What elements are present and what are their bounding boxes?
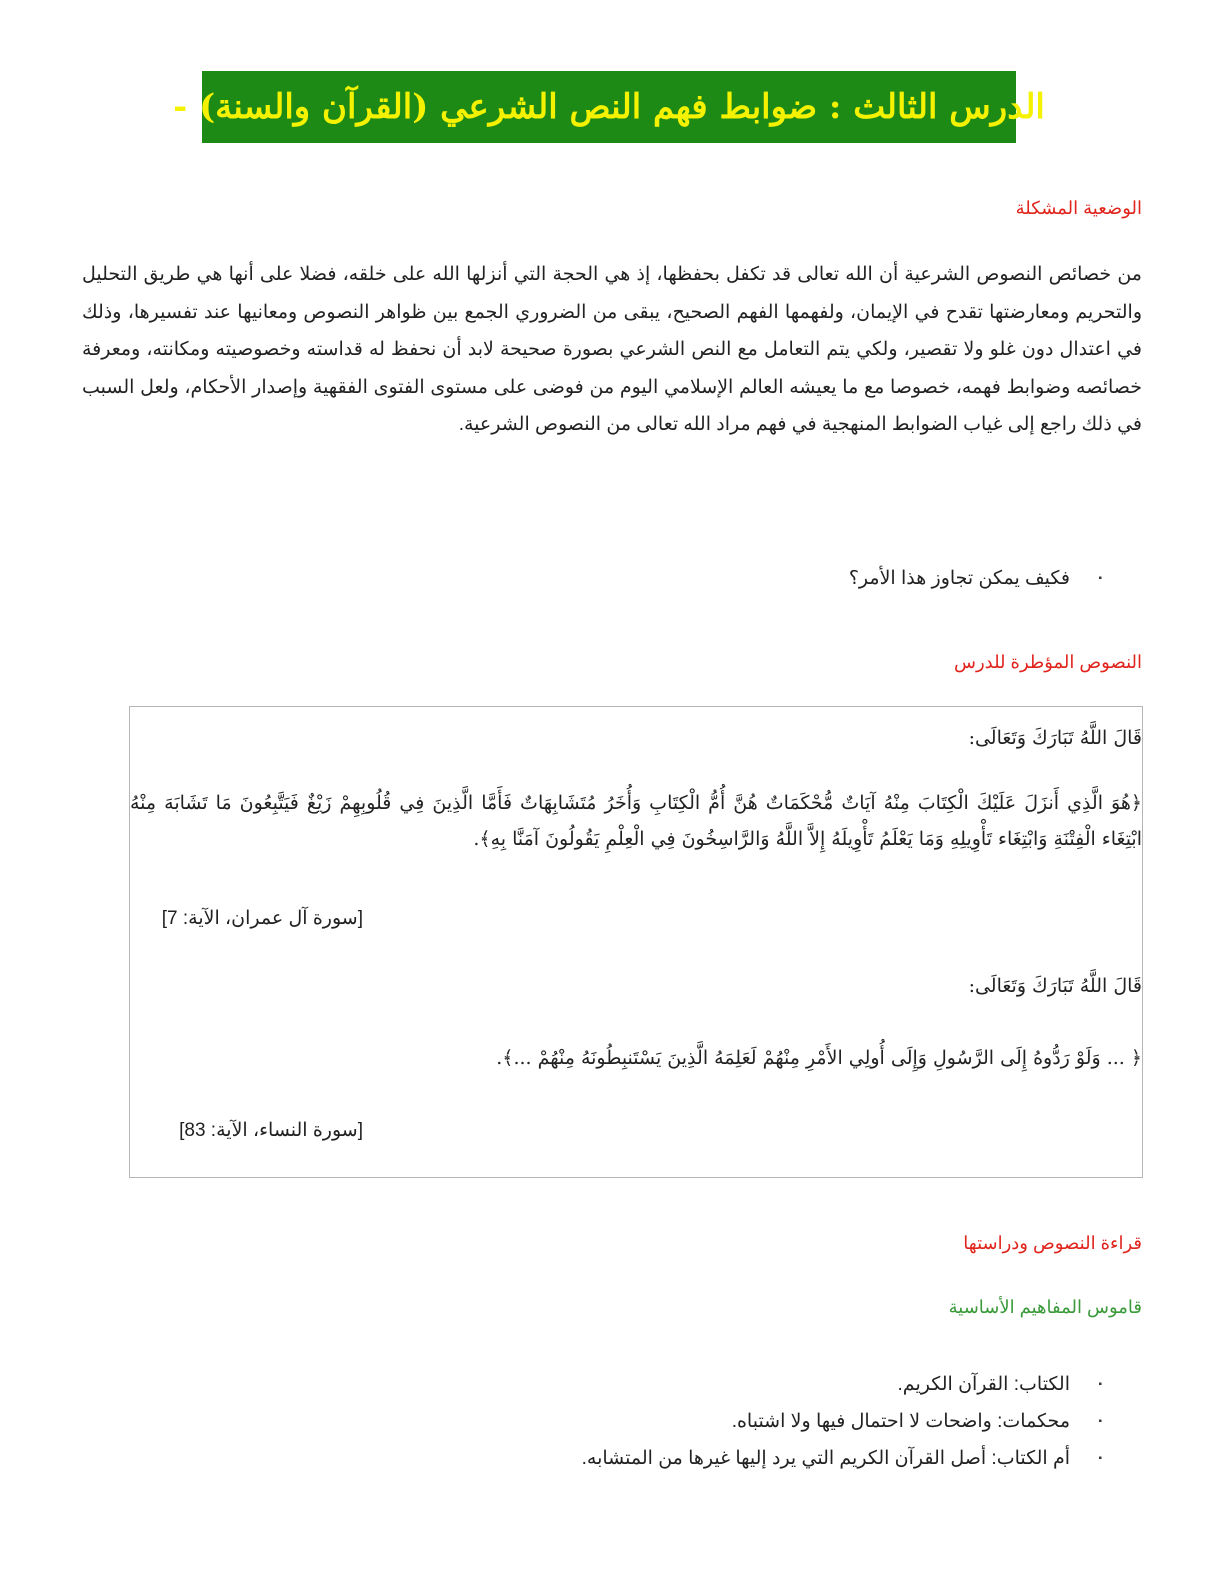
key-concepts-heading: قاموس المفاهيم الأساسية [948, 1297, 1142, 1317]
bullet-icon: ▪ [1098, 1379, 1102, 1390]
verse-intro-1: قَالَ اللَّهُ تَبَارَكَ وَتَعَالَى: [968, 727, 1142, 749]
question-list [849, 560, 1142, 597]
problem-situation-heading: الوضعية المشكلة [1015, 198, 1142, 218]
question-text: فكيف يمكن تجاوز هذا الأمر؟ [848, 568, 1070, 589]
list-item [849, 560, 1142, 597]
verse-reference-2: [سورة النساء، الآية: 83] [179, 1120, 363, 1141]
key-concepts-list [582, 1366, 1142, 1477]
term-text: محكمات: واضحات لا احتمال فيها ولا اشتباه. [731, 1411, 1070, 1432]
bullet-icon: ▪ [1098, 573, 1102, 584]
term-text: أم الكتاب: أصل القرآن الكريم التي يرد إليها غيرها من المتشابه. [581, 1448, 1070, 1469]
bullet-icon: ▪ [1098, 1453, 1102, 1464]
verse-reference-1: [سورة آل عمران، الآية: 7] [161, 908, 363, 929]
verse-intro-2: قَالَ اللَّهُ تَبَارَكَ وَتَعَالَى: [968, 975, 1142, 997]
list-item [582, 1366, 1142, 1403]
framing-texts-heading: النصوص المؤطرة للدرس [953, 652, 1142, 672]
term-text: الكتاب: القرآن الكريم. [897, 1374, 1070, 1395]
lesson-title-banner [173, 71, 1045, 143]
verse-1: ﴿هُوَ الَّذِي أَنزَلَ عَلَيْكَ الْكِتَابَ مِنْهُ آيَاتٌ مُّحْكَمَاتٌ هُنَّ أُمُّ الْكِتَابِ وَأُخَرُ مُتَشَابِهَاتٌ فَأَمَّا الَّذِينَ فِي قُلُوبِهِمْ زَيْغٌ فَيَتَّبِعُونَ مَا تَشَابَهَ مِنْهُ ابْتِغَاء الْفِتْنَةِ وَابْتِغَاء تَأْوِيلِهِ وَمَا يَعْلَمُ تَأْوِيلَهُ إِلاَّ اللَّهُ وَالرَّاسِخُونَ فِي الْعِلْمِ يَقُولُونَ آمَنَّا بِهِ﴾. [130, 792, 1142, 850]
verse-2: ﴿ ... وَلَوْ رَدُّوهُ إِلَى الرَّسُولِ وَإِلَى أُولِي الأَمْرِ مِنْهُمْ لَعَلِمَهُ الَّذِينَ يَسْتَنبِطُونَهُ مِنْهُمْ ...﴾. [496, 1047, 1142, 1069]
lesson-title: الدرس الثالث : ضوابط فهم النص الشرعي (القرآن والسنة) - [173, 87, 1045, 127]
reading-texts-heading: قراءة النصوص ودراستها [963, 1233, 1142, 1253]
problem-situation-paragraph: من خصائص النصوص الشرعية أن الله تعالى قد تكفل بحفظها، إذ هي الحجة التي أنزلها الله على خلقه، فضلا على أنها هي طريق التحليل والتحريم ومعارضتها تقدح في الإيمان، ولفهمها الفهم الصحيح، يبقى من الضروري الجمع بين ظواهر النصوص ومعانيها عند تفسيرها، وذلك في اعتدال دون غلو ولا تقصير، ولكي يتم التعامل مع النص الشرعي بصورة صحيحة لابد أن نحفظ له قداسته وخصوصيته ومكانته، ومعرفة خصائصه وضوابط فهمه، خصوصا مع ما يعيشه العالم الإسلامي اليوم من فوضى على مستوى الفتوى الفقهية وإصدار الأحكام، ولعل السبب في ذلك راجع إلى غياب الضوابط المنهجية في فهم مراد الله تعالى من النصوص الشرعية. [82, 264, 1142, 435]
list-item [582, 1403, 1142, 1440]
bullet-icon: ▪ [1098, 1416, 1102, 1427]
list-item [582, 1440, 1142, 1477]
framing-texts-box [129, 706, 1143, 1178]
